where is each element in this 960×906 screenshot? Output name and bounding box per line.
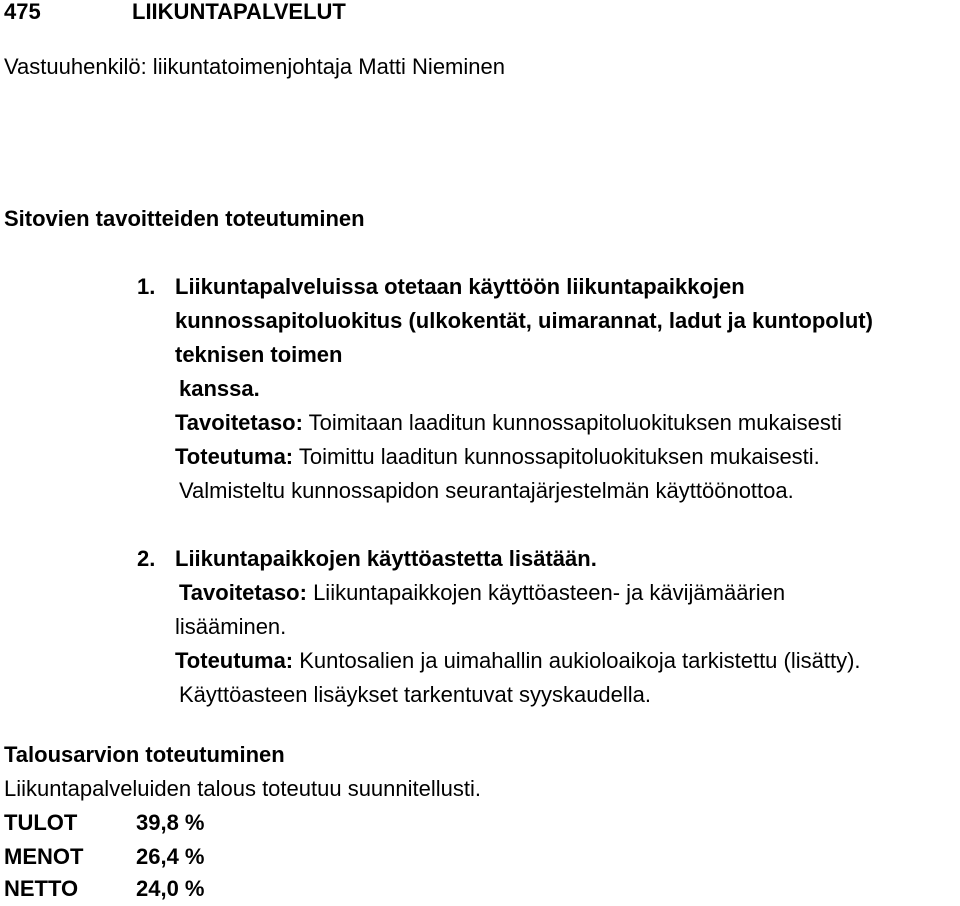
goal-result <box>175 644 861 678</box>
target-text-line: lisääminen. <box>175 614 287 639</box>
result-text-line: Käyttöasteen lisäykset tarkentuvat syyskaudella. <box>179 682 652 707</box>
budget-row-netto <box>4 872 205 906</box>
budget-row-value: 26,4 % <box>136 844 205 869</box>
target-text: Toimitaan laaditun kunnossapitoluokituksen mukaisesti <box>302 410 842 435</box>
goal-title-line: Liikuntapalveluissa otetaan käyttöön liikuntapaikkojen <box>175 274 745 299</box>
budget-row-value: 39,8 % <box>136 810 205 835</box>
goal-result <box>175 440 820 474</box>
budget-row-tulot <box>4 806 205 840</box>
budget-heading: Talousarvion toteutuminen <box>4 742 285 767</box>
goals-heading: Sitovien tavoitteiden toteutuminen <box>4 206 365 231</box>
target-label: Tavoitetaso: <box>175 410 303 435</box>
goal-title-line: kunnossapitoluokitus (ulkokentät, uimarannat, ladut ja kuntopolut) <box>175 308 873 333</box>
target-text: Liikuntapaikkojen käyttöasteen- ja kävijämäärien <box>306 580 786 605</box>
responsible-person: Vastuuhenkilö: liikuntatoimenjohtaja Matti Nieminen <box>4 54 505 79</box>
goal-title-line: Liikuntapaikkojen käyttöastetta lisätään. <box>175 546 597 571</box>
goal-target <box>175 406 842 440</box>
goal-title-line: kanssa. <box>179 376 260 401</box>
budget-row-label: NETTO <box>4 876 79 901</box>
goal-number: 2. <box>137 546 156 571</box>
target-label: Tavoitetaso: <box>179 580 307 605</box>
result-text: Kuntosalien ja uimahallin aukioloaikoja tarkistettu (lisätty). <box>293 648 861 673</box>
result-text: Toimittu laaditun kunnossapitoluokituksen mukaisesti. <box>293 444 820 469</box>
result-text-line: Valmisteltu kunnossapidon seurantajärjestelmän käyttöönottoa. <box>179 478 794 503</box>
result-label: Toteutuma: <box>175 648 294 673</box>
section-title: LIIKUNTAPALVELUT <box>132 0 346 24</box>
budget-row-label: MENOT <box>4 844 84 869</box>
budget-row-menot <box>4 840 205 874</box>
goal-title-line: teknisen toimen <box>175 342 343 367</box>
budget-row-label: TULOT <box>4 810 78 835</box>
section-number: 475 <box>4 0 41 24</box>
goal-number: 1. <box>137 274 156 299</box>
result-label: Toteutuma: <box>175 444 294 469</box>
budget-row-value: 24,0 % <box>136 876 205 901</box>
goal-target <box>179 576 785 610</box>
budget-summary: Liikuntapalveluiden talous toteutuu suunnitellusti. <box>4 776 481 801</box>
